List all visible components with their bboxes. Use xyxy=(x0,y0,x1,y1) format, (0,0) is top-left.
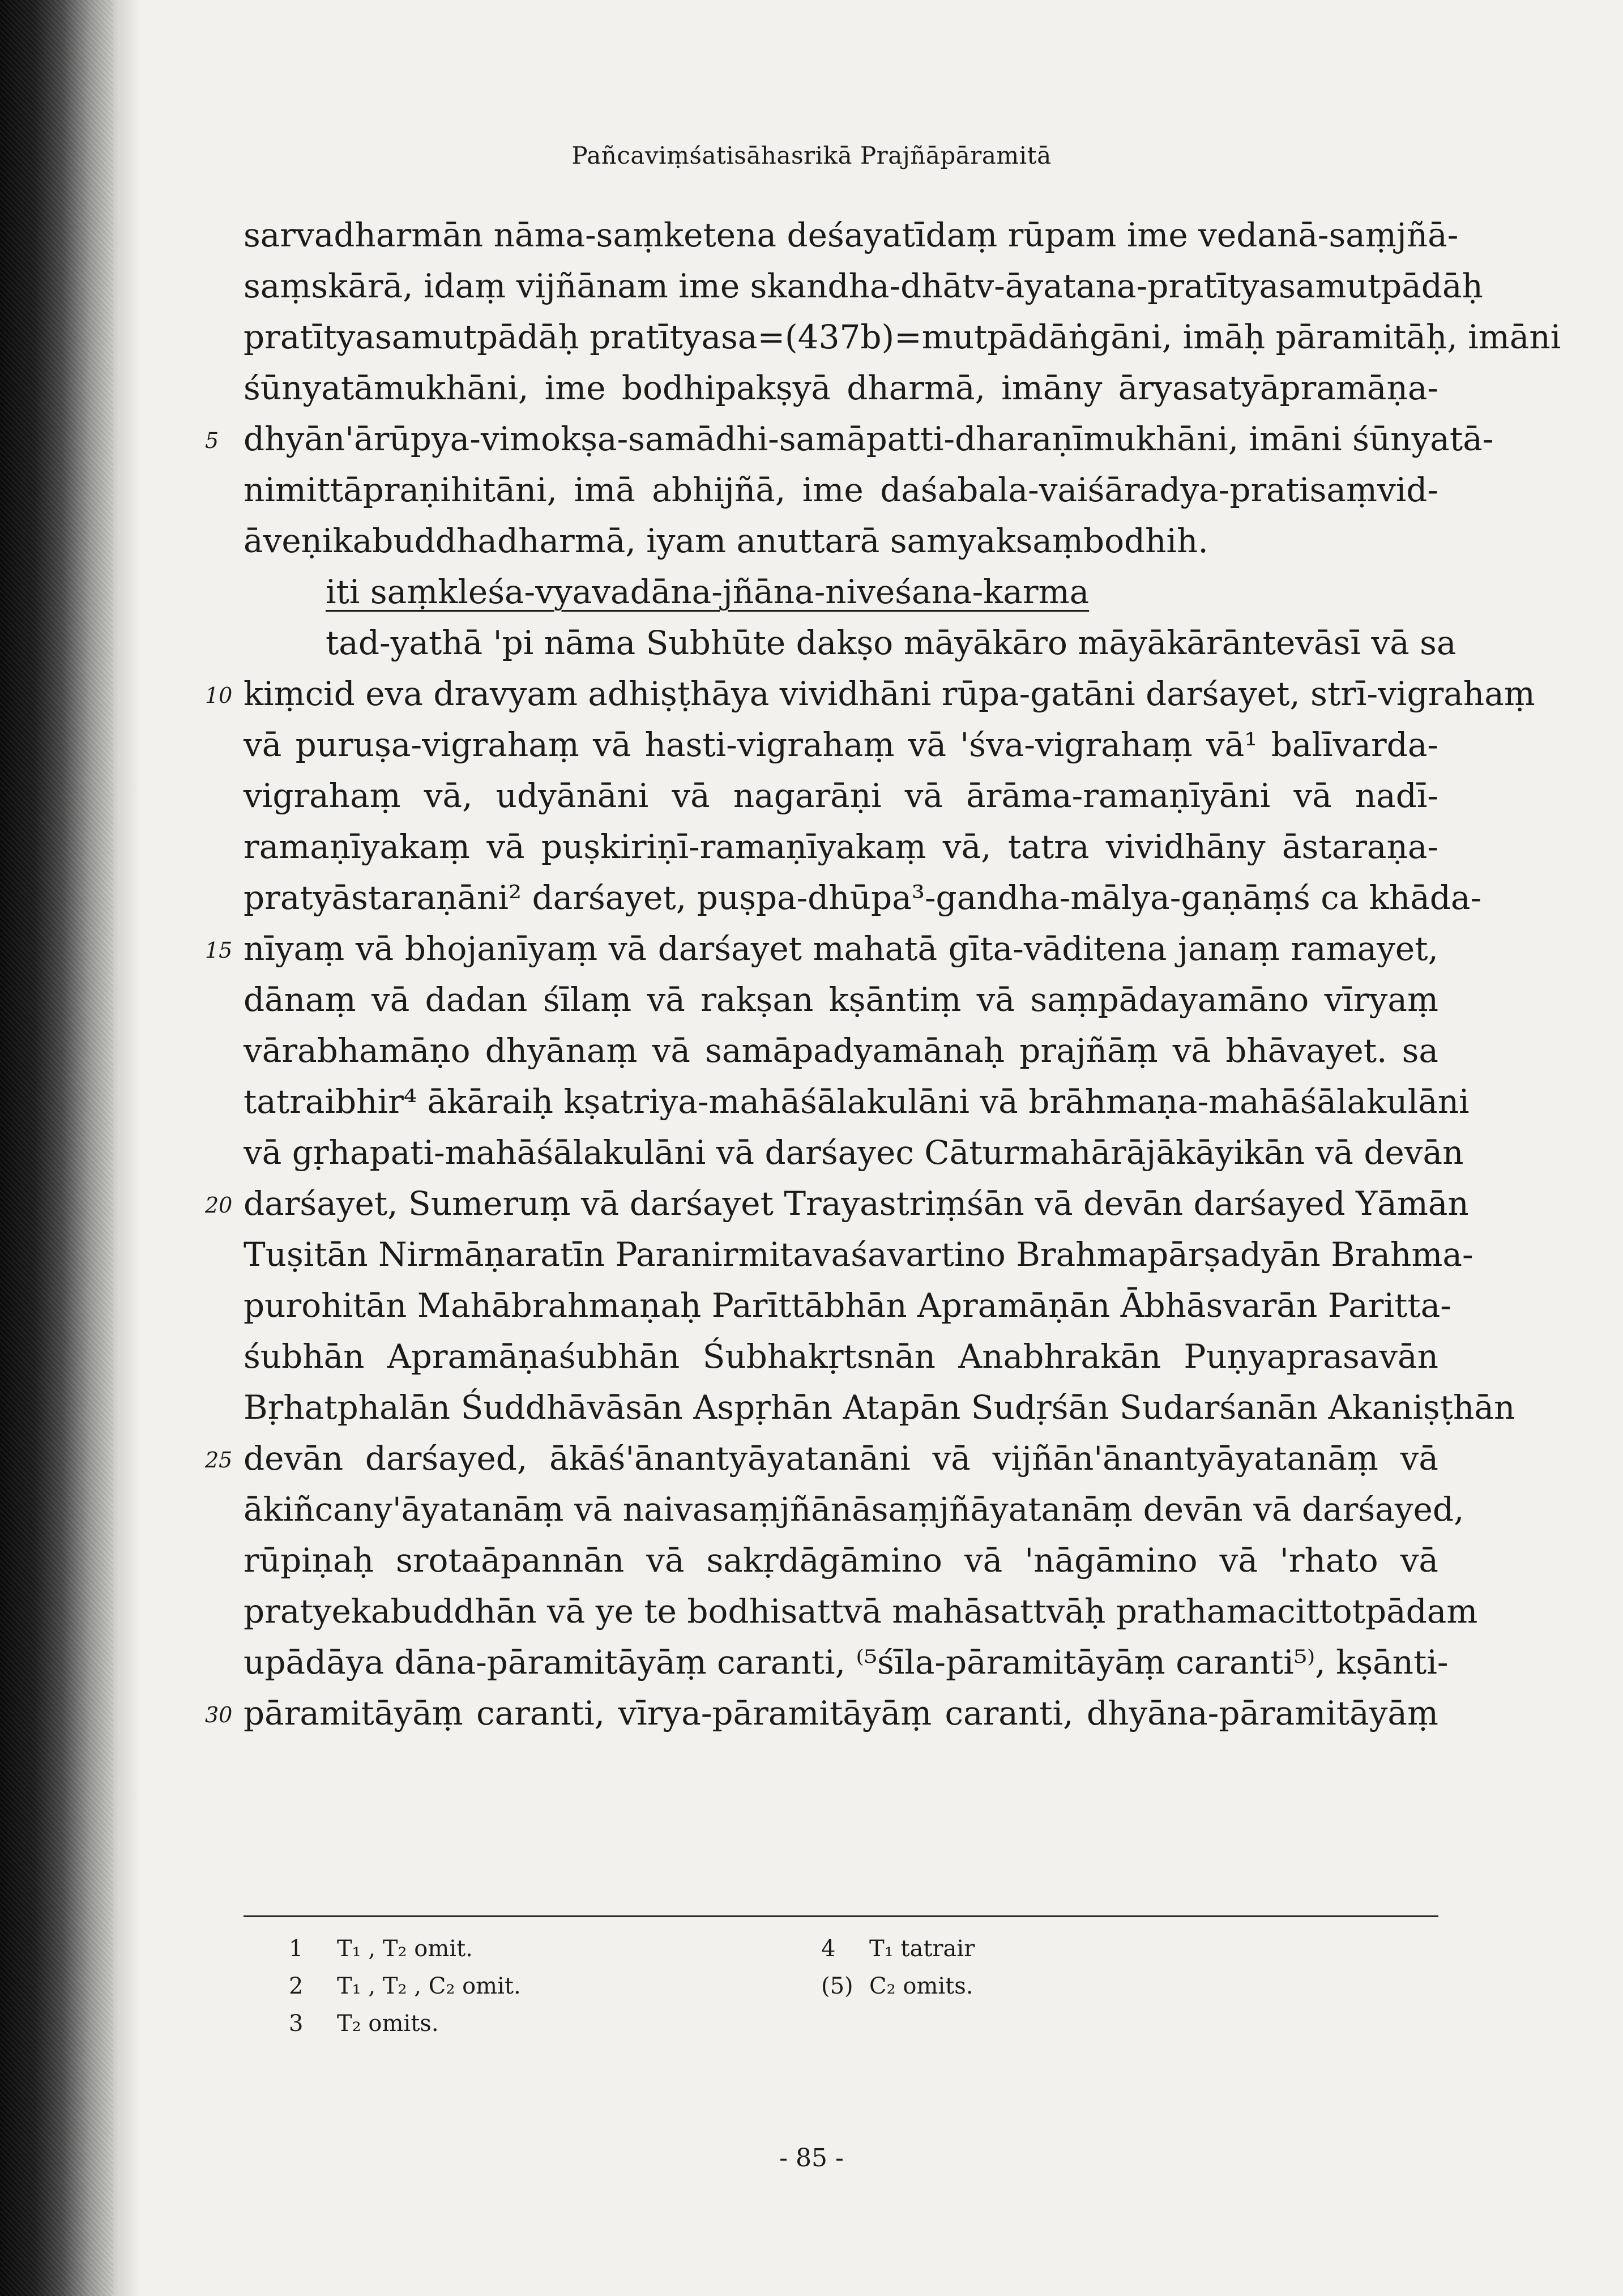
line-text: kiṃcid eva dravyam adhiṣṭhāya vividhāni rūpa-gatāni darśayet, strī-vigrahaṃ xyxy=(244,675,1535,713)
text-line xyxy=(244,617,1457,668)
footnote-number: 1 xyxy=(289,1936,304,1962)
text-line xyxy=(244,821,1438,872)
text-line xyxy=(244,1637,1449,1688)
line-number: 25 xyxy=(205,1448,233,1473)
footnote-text: T₁ tatrair xyxy=(869,1936,975,1962)
footnote xyxy=(289,1973,521,1999)
line-text: tatraibhir⁴ ākāraiḥ kṣatriya-mahāśālakulāni vā brāhmaṇa-mahāśālakulāni xyxy=(244,1082,1470,1121)
text-line xyxy=(244,1331,1438,1382)
footnote xyxy=(821,1936,975,1962)
line-text: śūnyatāmukhāni, ime bodhipakṣyā dharmā, imāny āryasatyāpramāṇa- xyxy=(244,369,1438,407)
page-number: - 85 - xyxy=(779,2144,844,2173)
footnote xyxy=(289,1936,473,1962)
line-number: 5 xyxy=(205,428,219,453)
line-text: saṃskārā, idaṃ vijñānam ime skandha-dhātv-āyatana-pratītyasamutpādāḥ xyxy=(244,267,1483,305)
line-text: ākiñcany'āyatanāṃ vā naivasaṃjñānāsaṃjñāyatanāṃ devān vā darśayed, xyxy=(244,1490,1464,1529)
text-line xyxy=(244,872,1482,923)
line-number: 20 xyxy=(205,1193,233,1218)
footnote-rule xyxy=(244,1915,1438,1917)
text-line xyxy=(205,668,1535,719)
main-text xyxy=(205,210,1561,1739)
line-text: nīyaṃ vā bhojanīyaṃ vā darśayet mahatā gīta-vāditena janaṃ ramayet, xyxy=(244,929,1438,968)
line-text: upādāya dāna-pāramitāyāṃ caranti, ⁽⁵śīla-pāramitāyāṃ caranti⁵⁾, kṣānti- xyxy=(244,1643,1449,1682)
text-line xyxy=(244,1025,1438,1076)
text-line xyxy=(244,1535,1438,1586)
text-line xyxy=(244,1076,1470,1127)
footnotes xyxy=(289,1936,1195,2049)
section-heading: iti saṃkleśa-vyavadāna-jñāna-niveśana-karma xyxy=(326,573,1090,611)
footnote-text: T₂ omits. xyxy=(337,2011,439,2037)
text-line xyxy=(244,1280,1451,1331)
text-line xyxy=(244,210,1459,261)
line-text: ramaṇīyakaṃ vā puṣkiriṇī-ramaṇīyakaṃ vā, tatra vividhāny āstaraṇa- xyxy=(244,827,1438,866)
text-line xyxy=(244,464,1438,515)
text-line xyxy=(244,261,1483,311)
line-text: āveṇikabuddhadharmā, iyam anuttarā samyaksaṃbodhih. xyxy=(244,522,1208,560)
line-text: pratyāstaraṇāni² darśayet, puṣpa-dhūpa³-gandha-mālya-gaṇāṃś ca khāda- xyxy=(244,878,1482,917)
line-text: pratyekabuddhān vā ye te bodhisattvā mahāsattvāḥ prathamacittotpādam xyxy=(244,1592,1478,1631)
text-line xyxy=(244,1484,1464,1535)
footnote-number: 4 xyxy=(821,1936,836,1962)
text-line xyxy=(244,515,1438,566)
text-line xyxy=(244,770,1438,821)
footnote-text: T₁ , T₂ omit. xyxy=(337,1936,473,1962)
line-text: Bṛhatphalān Śuddhāvāsān Aspṛhān Atapān Sudṛśān Sudarśanān Akaniṣṭhān xyxy=(244,1388,1515,1427)
text-line xyxy=(205,413,1494,464)
line-text: pāramitāyāṃ caranti, vīrya-pāramitāyāṃ caranti, dhyāna-pāramitāyāṃ xyxy=(244,1694,1438,1732)
footnote-number: 3 xyxy=(289,2011,304,2037)
line-text: Tuṣitān Nirmāṇaratīn Paranirmitavaśavartino Brahmapārṣadyān Brahma- xyxy=(244,1235,1473,1274)
line-text: śubhān Apramāṇaśubhān Śubhakṛtsnān Anabhrakān Puṇyaprasavān xyxy=(244,1337,1438,1376)
footnote-number: (5) xyxy=(821,1973,853,1999)
line-text: vigrahaṃ vā, udyānāni vā nagarāṇi vā ārāma-ramaṇīyāni vā nadī- xyxy=(244,776,1438,815)
line-text: nimittāpraṇihitāni, imā abhijñā, ime daśabala-vaiśāradya-pratisaṃvid- xyxy=(244,471,1438,509)
text-line xyxy=(205,1688,1438,1739)
line-text: tad-yathā 'pi nāma Subhūte dakṣo māyākāro māyākārāntevāsī vā sa xyxy=(326,624,1457,662)
text-line xyxy=(205,1433,1438,1484)
line-text: pratītyasamutpādāḥ pratītyasa=(437b)=mutpādāṅgāni, imāḥ pāramitāḥ, imāni xyxy=(244,318,1561,356)
footnote-text: C₂ omits. xyxy=(869,1973,973,1999)
footnote xyxy=(821,1973,973,1999)
line-text: dhyān'ārūpya-vimokṣa-samādhi-samāpatti-dharaṇīmukhāni, imāni śūnyatā- xyxy=(244,420,1494,458)
text-line xyxy=(244,974,1438,1025)
text-line xyxy=(244,719,1438,770)
text-line xyxy=(205,1178,1469,1229)
line-number: 10 xyxy=(205,683,233,708)
line-number: 30 xyxy=(205,1702,233,1727)
footnote-number: 2 xyxy=(289,1973,304,1999)
line-number: 15 xyxy=(205,938,233,963)
text-line xyxy=(244,1382,1515,1433)
text-line xyxy=(244,1127,1464,1178)
line-text: vā gṛhapati-mahāśālakulāni vā darśayec Cāturmahārājākāyikān vā devān xyxy=(244,1133,1464,1172)
line-text: devān darśayed, ākāś'ānantyāyatanāni vā vijñān'ānantyāyatanāṃ vā xyxy=(244,1439,1438,1478)
text-line xyxy=(244,362,1438,413)
text-line xyxy=(244,1229,1473,1280)
line-text: purohitān Mahābrahmaṇaḥ Parīttābhān Apramāṇān Ābhāsvarān Paritta- xyxy=(244,1286,1451,1325)
footnote-text: T₁ , T₂ , C₂ omit. xyxy=(337,1973,521,1999)
binding-texture xyxy=(0,0,113,2296)
text-line xyxy=(244,1586,1478,1637)
line-text: vā puruṣa-vigrahaṃ vā hasti-vigrahaṃ vā 'śva-vigrahaṃ vā¹ balīvarda- xyxy=(244,725,1438,764)
running-head: Pañcaviṃśatisāhasrikā Prajñāpāramitā xyxy=(571,142,1052,169)
line-text: darśayet, Sumeruṃ vā darśayet Trayastriṃśān vā devān darśayed Yāmān xyxy=(244,1184,1469,1223)
line-text: vārabhamāṇo dhyānaṃ vā samāpadyamānaḥ prajñāṃ vā bhāvayet. sa xyxy=(244,1031,1438,1070)
line-text: rūpiṇaḥ srotaāpannān vā sakṛdāgāmino vā 'nāgāmino vā 'rhato vā xyxy=(244,1541,1438,1580)
line-text: dānaṃ vā dadan śīlaṃ vā rakṣan kṣāntiṃ vā saṃpādayamāno vīryaṃ xyxy=(244,980,1438,1019)
line-text: sarvadharmān nāma-saṃketena deśayatīdaṃ rūpam ime vedanā-saṃjñā- xyxy=(244,216,1459,254)
text-line xyxy=(244,311,1561,362)
footnote xyxy=(289,2011,439,2037)
section-heading-line xyxy=(244,566,1438,617)
text-line xyxy=(205,923,1438,974)
